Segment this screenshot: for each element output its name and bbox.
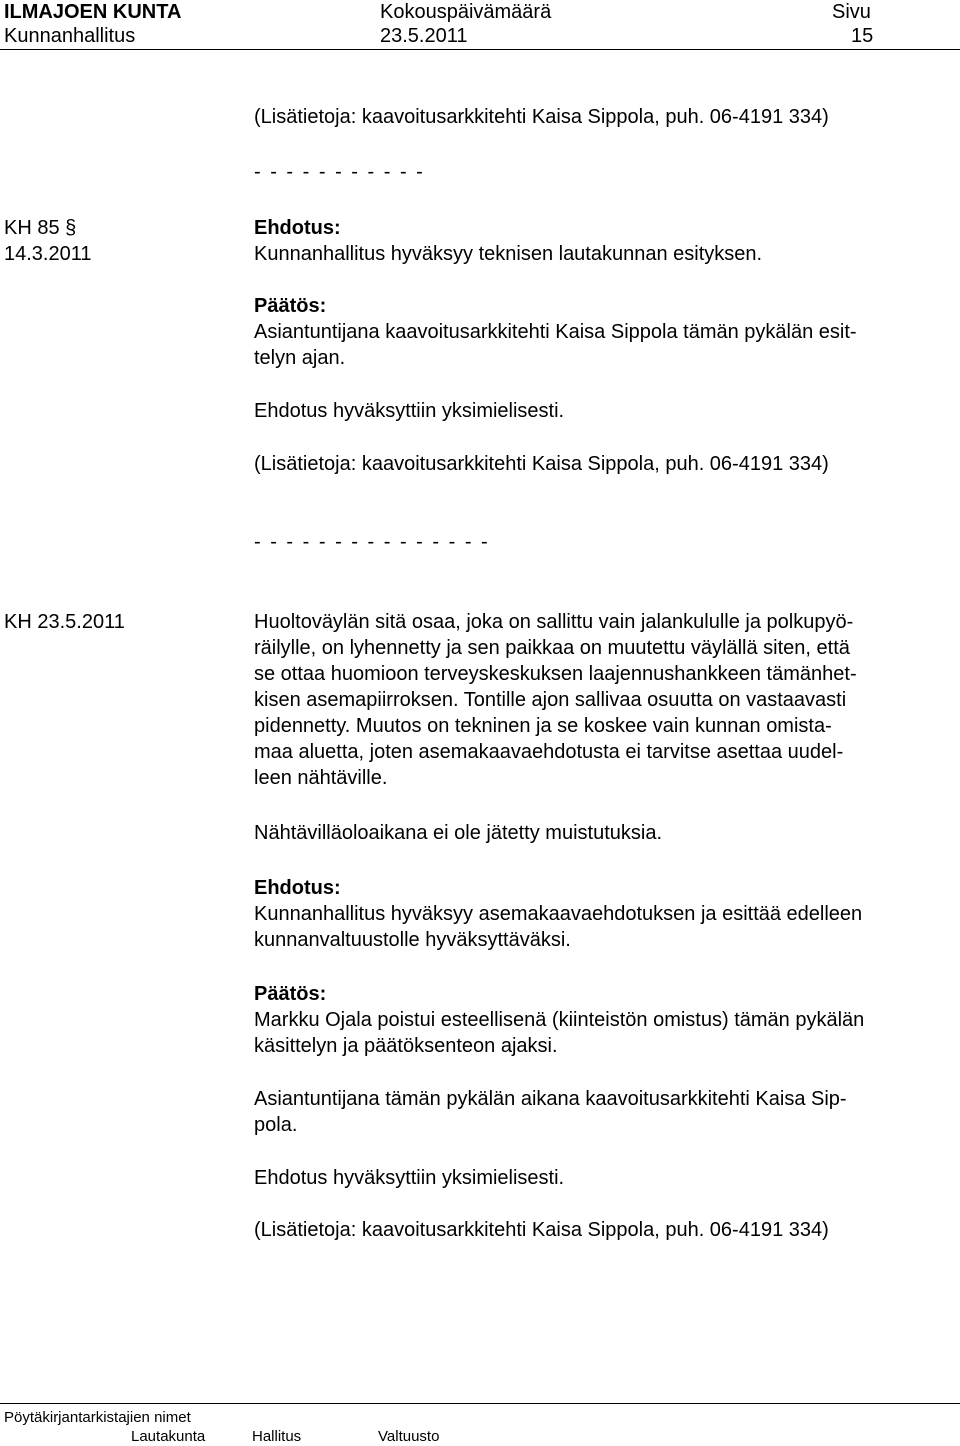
header-org: ILMAJOEN KUNTA xyxy=(4,1,182,23)
header-page-number: 15 xyxy=(851,25,874,47)
header-body: Kunnanhallitus xyxy=(4,25,136,47)
body-line: räilylle, on lyhennetty ja sen paikkaa on muutettu väylällä siten, että xyxy=(254,637,850,659)
decision-line: Markku Ojala poistui esteellisenä (kiinteistön omistus) tämän pykälän xyxy=(254,1009,865,1031)
footer-col-hallitus: Hallitus xyxy=(252,1428,302,1445)
body-line: se ottaa huomioon terveyskeskuksen laajennushankkeen tämänhet- xyxy=(254,663,857,685)
decision-line: käsittelyn ja päätöksenteon ajaksi. xyxy=(254,1035,558,1057)
kh-current-ref: KH 23.5.2011 xyxy=(4,611,125,633)
kh85-decision-line: Asiantuntijana kaavoitusarkkitehti Kaisa Sippola tämän pykälän esit- xyxy=(254,321,857,343)
proposal-heading: Ehdotus: xyxy=(254,877,341,899)
proposal-line: kunnanvaltuustolle hyväksyttäväksi. xyxy=(254,929,571,951)
proposal-line: Kunnanhallitus hyväksyy asemakaavaehdotuksen ja esittää edelleen xyxy=(254,903,863,925)
body-line: kisen asemapiirroksen. Tontille ajon sallivaa osuutta on vastaavasti xyxy=(254,689,847,711)
kh85-date: 14.3.2011 xyxy=(4,243,92,265)
kh-current-body xyxy=(254,609,958,791)
footer-col-valtuusto: Valtuusto xyxy=(378,1428,440,1445)
body-line: pidennetty. Muutos on tekninen ja se koskee vain kunnan omista- xyxy=(254,715,832,737)
kh85-proposal: Kunnanhallitus hyväksyy teknisen lautakunnan esityksen. xyxy=(254,243,763,265)
kh85-ref: KH 85 § xyxy=(4,217,77,239)
header-date: 23.5.2011 xyxy=(380,25,468,47)
expert-line: Asiantuntijana tämän pykälän aikana kaavoitusarkkitehti Kaisa Sip- xyxy=(254,1088,847,1110)
kh85-proposal-heading: Ehdotus: xyxy=(254,217,341,239)
top-info: (Lisätietoja: kaavoitusarkkitehti Kaisa Sippola, puh. 06-4191 334) xyxy=(254,106,829,128)
info: (Lisätietoja: kaavoitusarkkitehti Kaisa Sippola, puh. 06-4191 334) xyxy=(254,1219,829,1241)
footer-divider xyxy=(0,1403,960,1404)
body-line: leen nähtäville. xyxy=(254,767,388,789)
separator: - - - - - - - - - - - - - - - xyxy=(254,531,490,553)
kh85-info: (Lisätietoja: kaavoitusarkkitehti Kaisa Sippola, puh. 06-4191 334) xyxy=(254,453,829,475)
body-line: Huoltoväylän sitä osaa, joka on sallittu vain jalankululle ja polkupyö- xyxy=(254,611,854,633)
footer-col-lautakunta: Lautakunta xyxy=(131,1428,206,1445)
body-line: maa aluetta, joten asemakaavaehdotusta ei tarvitse asettaa uudel- xyxy=(254,741,844,763)
kh85-approved: Ehdotus hyväksyttiin yksimielisesti. xyxy=(254,400,565,422)
decision-heading: Päätös: xyxy=(254,983,327,1005)
no-objections: Nähtävilläoloaikana ei ole jätetty muistutuksia. xyxy=(254,822,662,844)
kh85-decision-line: telyn ajan. xyxy=(254,347,346,369)
kh85-decision-heading: Päätös: xyxy=(254,295,327,317)
separator: - - - - - - - - - - - xyxy=(254,161,425,183)
approved: Ehdotus hyväksyttiin yksimielisesti. xyxy=(254,1167,565,1189)
footer-checkers: Pöytäkirjantarkistajien nimet xyxy=(4,1409,191,1426)
header-date-label: Kokouspäivämäärä xyxy=(380,1,552,23)
expert-line: pola. xyxy=(254,1114,298,1136)
header-page-label: Sivu xyxy=(832,1,871,23)
